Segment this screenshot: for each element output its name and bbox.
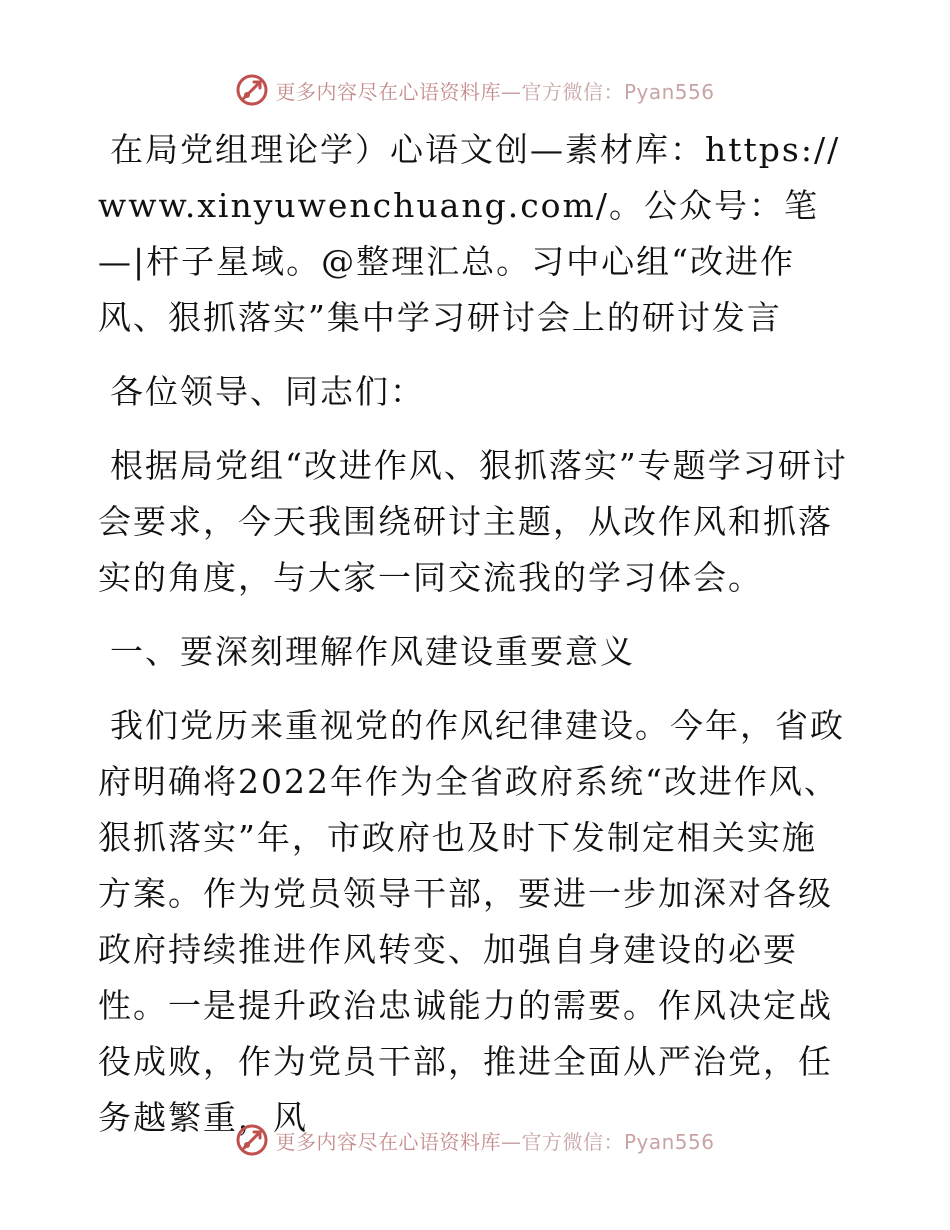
watermark-separator: — (500, 1129, 522, 1154)
body-paragraph: 我们党历来重视党的作风纪律建设。今年，省政府明确将2022年作为全省政府系统“改进作风、狠抓落实”年，市政府也及时下发制定相关实施方案。作为党员领导干部，要进一步加深对各级政府持续推进作风转变、加强自身建设的必要性。一是提升政治忠诚能力的需要。作风决定战役成败，作为党员干部，推进全面从严治党，任务越繁重，风 (98, 706, 845, 1137)
watermark-brand: 更多内容尽在心语资料库 (275, 79, 501, 104)
watermark-contact: 官方微信：Pyan556 (521, 79, 715, 104)
intro-paragraph: 根据局党组“改进作风、狠抓落实”专题学习研讨会要求，今天我围绕研讨主题，从改作风和抓落实的角度，与大家一同交流我的学习体会。 (98, 446, 848, 597)
watermark-contact: 官方微信：Pyan556 (521, 1129, 715, 1154)
brand-logo-icon (235, 73, 269, 107)
watermark-separator: — (500, 79, 522, 104)
bottom-watermark-banner (0, 1118, 950, 1162)
watermark-brand: 更多内容尽在心语资料库 (275, 1129, 501, 1154)
document-body (98, 122, 850, 1146)
section-heading: 一、要深刻理解作风建设重要意义 (110, 632, 635, 671)
brand-logo-icon (235, 1123, 269, 1157)
salutation: 各位领导、同志们： (110, 372, 425, 411)
top-watermark-banner (0, 68, 950, 112)
document-title: 在局党组理论学）心语文创—素材库：https://www.xinyuwenchuang.com/。公众号：笔—|杆子星域。@整理汇总。习中心组“改进作风、狠抓落实”集中学习研讨会上的研讨发言 (98, 130, 841, 337)
